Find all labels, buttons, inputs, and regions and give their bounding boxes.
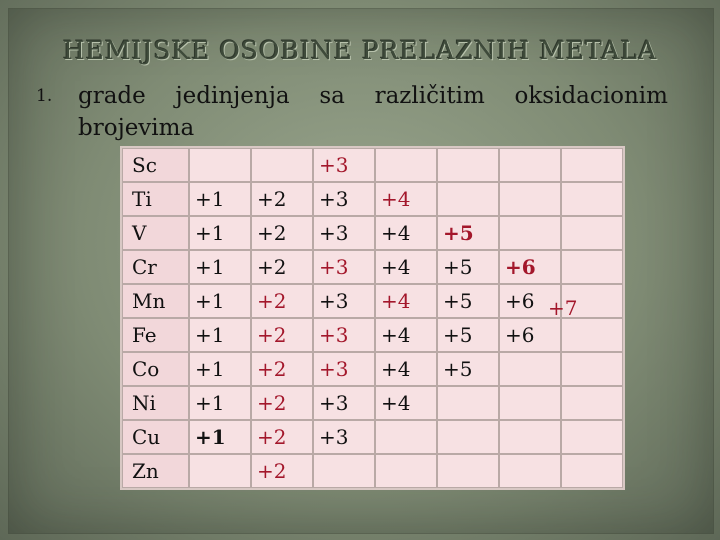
oxidation-state-cell: +3 (313, 284, 375, 318)
oxidation-state-cell: +1 (189, 386, 251, 420)
oxidation-state-cell: +2 (251, 454, 313, 488)
oxidation-state-cell: +4 (375, 216, 437, 250)
word: oksidacionim (514, 83, 668, 109)
oxidation-state-cell: +3 (313, 352, 375, 386)
oxidation-state-cell: +1 (189, 420, 251, 454)
oxidation-state-cell: +2 (251, 386, 313, 420)
oxidation-state-cell: +4 (375, 250, 437, 284)
table-row (122, 148, 623, 182)
oxidation-state-cell (437, 420, 499, 454)
list-item-line-2: brojevima (78, 115, 195, 141)
list-item-line-1 (78, 80, 668, 112)
oxidation-state-cell: +5 (437, 250, 499, 284)
element-symbol: Co (122, 352, 189, 386)
oxidation-state-cell (251, 148, 313, 182)
oxidation-state-cell: +1 (189, 352, 251, 386)
oxidation-state-cell: +6 (499, 318, 561, 352)
oxidation-state-cell: +1 (189, 318, 251, 352)
oxidation-state-cell: +5 (437, 284, 499, 318)
oxidation-state-cell: +4 (375, 284, 437, 318)
oxidation-state-cell: +2 (251, 216, 313, 250)
oxidation-state-cell (499, 352, 561, 386)
oxidation-state-cell (561, 318, 623, 352)
oxidation-state-cell (375, 454, 437, 488)
table-row (122, 386, 623, 420)
oxidation-state-cell: +4 (375, 318, 437, 352)
oxidation-value-outside: +7 (548, 296, 578, 320)
oxidation-state-cell: +6 (499, 250, 561, 284)
oxidation-state-cell (561, 148, 623, 182)
oxidation-state-cell (499, 454, 561, 488)
oxidation-state-cell (561, 420, 623, 454)
oxidation-state-cell: +4 (375, 352, 437, 386)
oxidation-state-cell: +5 (437, 216, 499, 250)
element-symbol: Sc (122, 148, 189, 182)
table-row (122, 352, 623, 386)
oxidation-state-cell: +4 (375, 182, 437, 216)
oxidation-state-cell (499, 216, 561, 250)
oxidation-state-cell (437, 386, 499, 420)
oxidation-state-cell: +3 (313, 216, 375, 250)
oxidation-state-cell: +3 (313, 318, 375, 352)
element-symbol: Fe (122, 318, 189, 352)
element-symbol: Mn (122, 284, 189, 318)
oxidation-state-cell (499, 386, 561, 420)
oxidation-state-cell (561, 250, 623, 284)
oxidation-state-cell (375, 148, 437, 182)
oxidation-state-cell: +2 (251, 420, 313, 454)
oxidation-state-cell (437, 454, 499, 488)
list-item-text (78, 80, 668, 144)
word: jedinjenja (175, 83, 290, 109)
oxidation-state-cell: +2 (251, 318, 313, 352)
element-symbol: Cu (122, 420, 189, 454)
oxidation-state-cell (561, 352, 623, 386)
oxidation-state-cell (561, 182, 623, 216)
oxidation-state-cell (189, 454, 251, 488)
oxidation-state-cell: +2 (251, 352, 313, 386)
table-row (122, 420, 623, 454)
element-symbol: Ti (122, 182, 189, 216)
oxidation-state-cell: +1 (189, 284, 251, 318)
oxidation-state-cell: +3 (313, 386, 375, 420)
table-row (122, 454, 623, 488)
element-symbol: Zn (122, 454, 189, 488)
oxidation-state-cell (499, 420, 561, 454)
table-row (122, 318, 623, 352)
oxidation-state-cell (375, 420, 437, 454)
table-row (122, 250, 623, 284)
oxidation-state-cell: +3 (313, 420, 375, 454)
oxidation-state-cell: +5 (437, 352, 499, 386)
oxidation-state-cell: +2 (251, 250, 313, 284)
oxidation-state-cell (499, 148, 561, 182)
oxidation-state-cell (313, 454, 375, 488)
oxidation-state-cell: +5 (437, 318, 499, 352)
oxidation-state-cell: +3 (313, 250, 375, 284)
oxidation-state-cell: +4 (375, 386, 437, 420)
oxidation-state-cell: +2 (251, 284, 313, 318)
oxidation-state-cell: +3 (313, 148, 375, 182)
oxidation-state-cell: +3 (313, 182, 375, 216)
word: sa (319, 83, 345, 109)
oxidation-state-cell: +1 (189, 216, 251, 250)
oxidation-state-cell (561, 454, 623, 488)
element-symbol: Ni (122, 386, 189, 420)
oxidation-state-cell: +2 (251, 182, 313, 216)
word: grade (78, 83, 146, 109)
table-row (122, 182, 623, 216)
oxidation-state-cell (437, 148, 499, 182)
word: različitim (374, 83, 485, 109)
oxidation-state-cell: +6 (499, 284, 561, 318)
slide-title: HEMIJSKE OSOBINE PRELAZNIH METALA (62, 36, 658, 65)
list-number: 1. (36, 86, 53, 106)
element-symbol: Cr (122, 250, 189, 284)
element-symbol: V (122, 216, 189, 250)
oxidation-state-cell (499, 182, 561, 216)
oxidation-state-cell (437, 182, 499, 216)
oxidation-state-cell: +1 (189, 250, 251, 284)
oxidation-state-cell (189, 148, 251, 182)
table-row (122, 216, 623, 250)
oxidation-state-cell: +1 (189, 182, 251, 216)
oxidation-state-cell (561, 386, 623, 420)
oxidation-state-cell (561, 216, 623, 250)
